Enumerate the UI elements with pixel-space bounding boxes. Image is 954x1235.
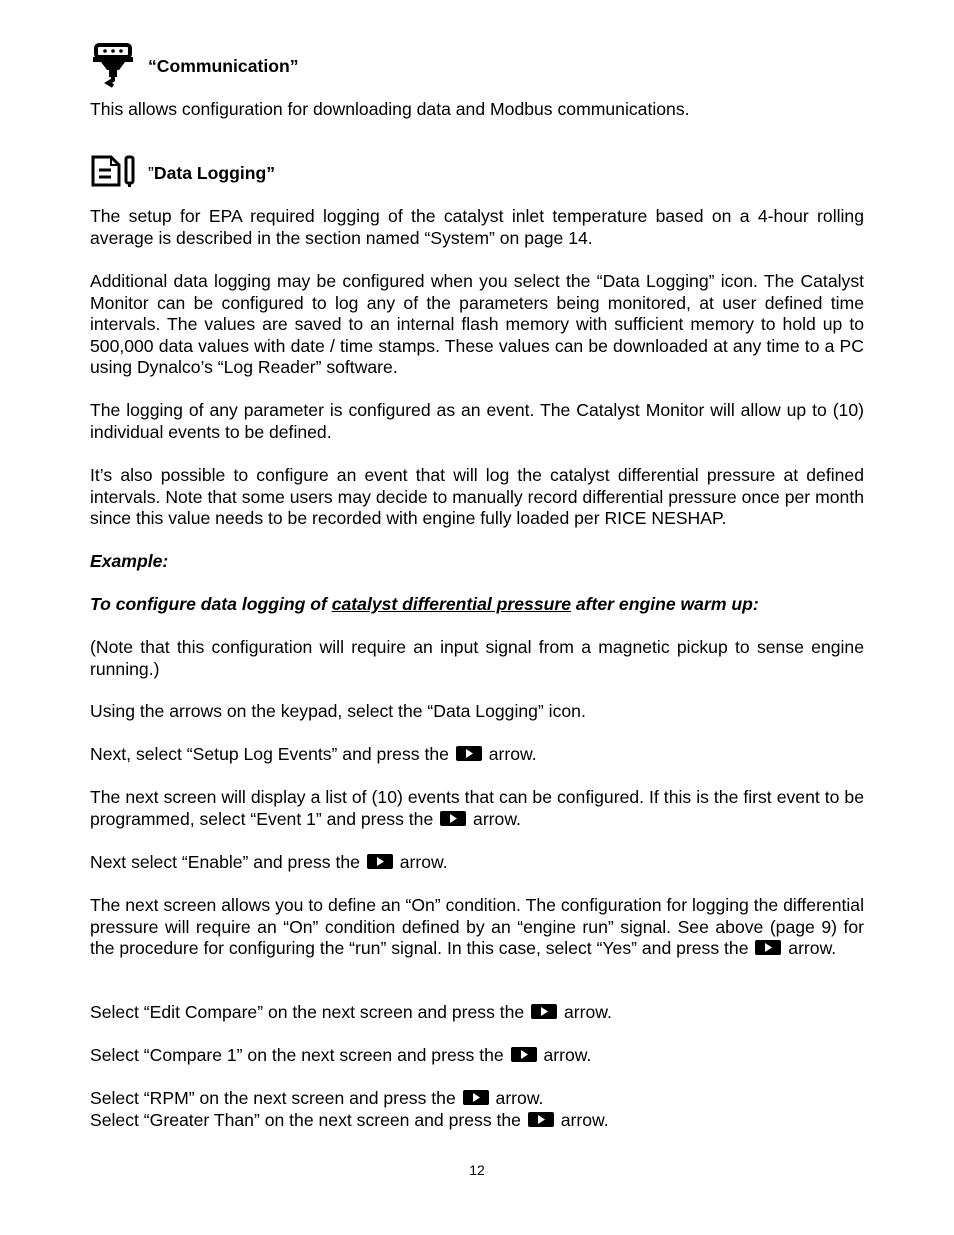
data-logging-icon (91, 154, 137, 188)
step-9-text: Select “Greater Than” on the next screen and press the (90, 1110, 521, 1130)
step-2 (90, 744, 864, 766)
step-4-text: Next select “Enable” and press the (90, 852, 360, 872)
communication-heading (148, 56, 299, 78)
right-arrow-key-icon (456, 746, 482, 761)
configure-pre: To configure data logging of (90, 594, 332, 614)
data-logging-title-prefix: ” (148, 163, 154, 183)
step-3-arrow: arrow. (473, 808, 521, 829)
step-4-arrow: arrow. (399, 852, 448, 872)
step-7 (90, 1045, 864, 1067)
step-4 (90, 852, 864, 874)
step-9-arrow: arrow. (560, 1110, 609, 1130)
data-logging-title: Data Logging” (153, 163, 276, 183)
right-arrow-key-icon (755, 940, 781, 955)
communication-connector-icon (92, 42, 134, 88)
paragraph-additional-logging: Additional data logging may be configured when you select the “Data Logging” icon. The Catalyst Monitor can be configured to log any of the parameters being monitored, at user defined time intervals. The values are saved to an internal flash memory with sufficient memory to hold up to 500,000 data values with date / time stamps. These values can be downloaded at any time to a PC using Dynalco’s “Log Reader” software. (90, 271, 864, 377)
step-9 (90, 1110, 864, 1132)
step-6-arrow: arrow. (564, 1002, 612, 1022)
right-arrow-key-icon (511, 1047, 537, 1062)
configure-heading (90, 594, 864, 616)
paragraph-note: (Note that this configuration will require an input signal from a magnetic pickup to sense engine running.) (90, 637, 864, 679)
communication-title: “Communication” (148, 56, 299, 76)
step-8-text: Select “RPM” on the next screen and press the (90, 1088, 456, 1108)
step-3 (90, 787, 864, 830)
right-arrow-key-icon (528, 1112, 554, 1127)
configure-underlined: catalyst differential pressure (331, 594, 571, 614)
right-arrow-key-icon (440, 811, 466, 826)
step-2-text: Next, select “Setup Log Events” and press the (90, 744, 449, 764)
data-logging-heading (148, 163, 275, 185)
right-arrow-key-icon (367, 854, 393, 869)
paragraph-events: The logging of any parameter is configured as an event. The Catalyst Monitor will allow up to (10) individual events to be defined. (90, 400, 864, 442)
step-8 (90, 1088, 864, 1110)
step-6 (90, 1002, 864, 1024)
step-5-text: The next screen allows you to define an “On” condition. The configuration for logging the differential pressure will require an “On” condition defined by an “engine run” signal. See above (page 9) for the procedure for configuring the “run” signal. In this case, select “Yes” and press the (90, 895, 864, 958)
right-arrow-key-icon (531, 1004, 557, 1019)
step-1: Using the arrows on the keypad, select the “Data Logging” icon. (90, 701, 586, 721)
step-5-arrow: arrow. (788, 938, 837, 958)
example-label: Example: (90, 551, 169, 571)
page-number: 12 (469, 1162, 485, 1178)
configure-post: after engine warm up: (571, 594, 759, 614)
paragraph-differential-pressure: It’s also possible to configure an event that will log the catalyst differential pressure at defined intervals. Note that some users may decide to manually record differential pressure once per month since this value needs to be recorded with engine fully loaded per RICE NESHAP. (90, 465, 864, 528)
step-7-arrow: arrow. (543, 1045, 592, 1065)
communication-description: This allows configuration for downloading data and Modbus communications. (90, 99, 690, 119)
step-8-arrow: arrow. (495, 1088, 544, 1108)
step-5 (90, 895, 864, 960)
step-6-text: Select “Edit Compare” on the next screen and press the (90, 1002, 525, 1022)
step-7-text: Select “Compare 1” on the next screen and press the (90, 1045, 504, 1065)
step-2-arrow: arrow. (488, 744, 537, 764)
paragraph-epa-logging: The setup for EPA required logging of the catalyst inlet temperature based on a 4-hour rolling average is described in the section named “System” on page 14. (90, 206, 864, 248)
step-3-text: The next screen will display a list of (10) events that can be configured. If this is the first event to be programmed, select “Event 1” and press the (90, 787, 864, 829)
right-arrow-key-icon (463, 1090, 489, 1105)
